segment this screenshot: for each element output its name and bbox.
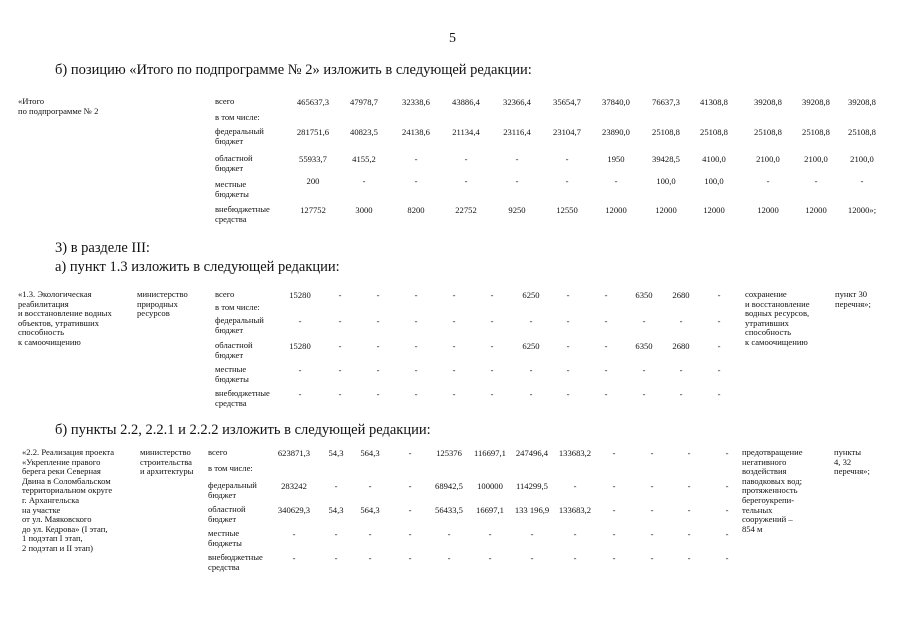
row-label: областной бюджет: [208, 504, 246, 524]
table-cell: -: [679, 316, 683, 326]
row-label: всего: [215, 96, 235, 106]
table-cell: 6250: [522, 341, 540, 351]
table-cell: 6350: [635, 290, 653, 300]
table-cell: -: [298, 389, 302, 399]
program-name: «2.2. Реализация проекта «Укрепление правого берега реки Северная Двина в Соломбальском территориальном округе г. Архангельска на участке от ул. Маяковского до ул. Кедрова» (I этап, 1 подэтап I этап, 2 подэтап и II этап): [22, 447, 115, 553]
table-cell: 23104,7: [553, 127, 581, 137]
table-cell: 15280: [289, 290, 311, 300]
section-3b-heading: б) пункты 2.2, 2.2.1 и 2.2.2 изложить в следующей редакции:: [55, 422, 431, 438]
table-cell: -: [376, 316, 380, 326]
table-cell: 12550: [556, 205, 578, 215]
table-cell: -: [604, 316, 608, 326]
row-label: федеральный бюджет: [215, 126, 264, 146]
table-cell: -: [414, 176, 418, 186]
executor: министерство строительства и архитектуры: [140, 447, 194, 477]
table-cell: -: [530, 553, 534, 563]
table-cell: -: [642, 365, 646, 375]
table-cell: 8200: [407, 205, 425, 215]
table-cell: -: [766, 176, 770, 186]
table-cell: 2680: [672, 290, 690, 300]
table-cell: -: [860, 176, 864, 186]
table-cell: 340629,3: [277, 505, 311, 515]
table-cell: -: [717, 290, 721, 300]
table-cell: 39208,8: [848, 97, 876, 107]
section-3-heading: 3) в разделе III:: [55, 240, 150, 256]
row-label: областной бюджет: [215, 340, 253, 360]
table-cell: 12000: [605, 205, 627, 215]
row-label: местные бюджеты: [208, 528, 242, 548]
table-cell: -: [368, 529, 372, 539]
table-cell: 564,3: [360, 448, 380, 458]
table-cell: -: [298, 316, 302, 326]
table-cell: 12000»;: [847, 205, 877, 215]
table-cell: -: [376, 365, 380, 375]
row-label: местные бюджеты: [215, 364, 249, 384]
table-cell: -: [408, 448, 412, 458]
table-cell: 39208,8: [754, 97, 782, 107]
table-cell: -: [292, 553, 296, 563]
table-cell: -: [452, 290, 456, 300]
table-cell: 54,3: [328, 448, 344, 458]
table-cell: 43886,4: [452, 97, 480, 107]
table-cell: -: [529, 365, 533, 375]
table-cell: -: [376, 341, 380, 351]
table-cell: 100,0: [704, 176, 724, 186]
table-cell: 1950: [607, 154, 625, 164]
table-cell: -: [566, 389, 570, 399]
table-cell: 133683,2: [558, 448, 592, 458]
table-cell: -: [362, 176, 366, 186]
table-cell: -: [338, 365, 342, 375]
table-cell: 15280: [289, 341, 311, 351]
table-cell: -: [464, 154, 468, 164]
row-label: областной бюджет: [215, 153, 253, 173]
table-cell: -: [725, 448, 729, 458]
table-cell: -: [573, 481, 577, 491]
table-cell: -: [725, 529, 729, 539]
table-cell: 116697,1: [474, 448, 506, 458]
table-cell: -: [566, 316, 570, 326]
table-cell: -: [452, 389, 456, 399]
table-cell: -: [414, 341, 418, 351]
table-cell: -: [334, 553, 338, 563]
table-cell: 35654,7: [553, 97, 581, 107]
row-label: всего: [208, 447, 228, 457]
table-cell: -: [447, 529, 451, 539]
table-cell: -: [515, 176, 519, 186]
table-cell: 623871,3: [277, 448, 311, 458]
table-cell: -: [565, 154, 569, 164]
table-cell: -: [334, 481, 338, 491]
table-cell: -: [408, 529, 412, 539]
table-cell: -: [687, 448, 691, 458]
table-cell: -: [452, 341, 456, 351]
table-cell: 23890,0: [602, 127, 630, 137]
table-cell: -: [447, 553, 451, 563]
table-cell: -: [687, 481, 691, 491]
table-cell: -: [298, 365, 302, 375]
program-name: «1.3. Экологическая реабилитация и восстановление водных объектов, утративших способность к самоочищению: [18, 289, 112, 347]
table-cell: 4100,0: [702, 154, 726, 164]
executor: министерство природных ресурсов: [137, 289, 188, 319]
table-cell: -: [490, 365, 494, 375]
table-cell: -: [717, 341, 721, 351]
table-cell: 56433,5: [435, 505, 463, 515]
table-cell: -: [452, 316, 456, 326]
table-cell: 12000: [703, 205, 725, 215]
table-cell: 25108,8: [754, 127, 782, 137]
table-cell: 12000: [805, 205, 827, 215]
table-cell: 41308,8: [700, 97, 728, 107]
table-cell: 114299,5: [516, 481, 548, 491]
table-cell: 2100,0: [850, 154, 874, 164]
table-cell: -: [650, 505, 654, 515]
table-cell: -: [529, 316, 533, 326]
table-cell: -: [679, 389, 683, 399]
section-b-heading: б) позицию «Итого по подпрограмме № 2» изложить в следующей редакции:: [55, 62, 532, 78]
table-cell: -: [414, 154, 418, 164]
table-cell: -: [725, 505, 729, 515]
section-3a-heading: а) пункт 1.3 изложить в следующей редакции:: [55, 259, 340, 275]
table-cell: -: [414, 389, 418, 399]
row-label: в том числе:: [215, 302, 260, 312]
table-cell: 32366,4: [503, 97, 531, 107]
table-cell: 32338,6: [402, 97, 430, 107]
table-cell: -: [573, 529, 577, 539]
table-cell: -: [650, 553, 654, 563]
table-cell: -: [612, 553, 616, 563]
table-cell: 25108,8: [652, 127, 680, 137]
table-cell: 21134,4: [452, 127, 480, 137]
table-cell: -: [725, 553, 729, 563]
row-label: всего: [215, 289, 235, 299]
table-cell: -: [565, 176, 569, 186]
table-cell: 76637,3: [652, 97, 680, 107]
table-cell: -: [376, 290, 380, 300]
table-cell: -: [573, 553, 577, 563]
table-cell: 6250: [522, 290, 540, 300]
table-cell: 25108,8: [802, 127, 830, 137]
table-cell: -: [452, 365, 456, 375]
table-cell: -: [408, 481, 412, 491]
result: предотвращение негативного воздействия паводковых вод; протяженность берегоукрепи- тельных сооружений – 854 м: [742, 447, 803, 534]
table-cell: 37840,0: [602, 97, 630, 107]
table-cell: -: [368, 553, 372, 563]
table-cell: -: [725, 481, 729, 491]
table-cell: 6350: [635, 341, 653, 351]
row-label: внебюджетные средства: [208, 552, 263, 572]
row-label: внебюджетные средства: [215, 204, 270, 224]
row-label: в том числе:: [208, 463, 253, 473]
table-cell: -: [338, 341, 342, 351]
table-cell: -: [612, 481, 616, 491]
table-cell: 40823,5: [350, 127, 378, 137]
table-cell: -: [414, 365, 418, 375]
table-cell: 2100,0: [804, 154, 828, 164]
table-cell: 16697,1: [476, 505, 504, 515]
table-cell: -: [368, 481, 372, 491]
table-cell: -: [604, 341, 608, 351]
table-cell: -: [334, 529, 338, 539]
table-cell: -: [490, 389, 494, 399]
table-cell: 283242: [281, 481, 307, 491]
table-cell: -: [566, 365, 570, 375]
program-name: «Итого по подпрограмме № 2: [18, 96, 99, 116]
table-cell: 133683,2: [558, 505, 592, 515]
table-cell: -: [604, 389, 608, 399]
table-cell: 47978,7: [350, 97, 378, 107]
table-cell: 25108,8: [700, 127, 728, 137]
row-label: внебюджетные средства: [215, 388, 270, 408]
table-cell: -: [464, 176, 468, 186]
table-cell: 25108,8: [848, 127, 876, 137]
table-cell: 3000: [355, 205, 373, 215]
table-cell: -: [376, 389, 380, 399]
table-cell: 564,3: [360, 505, 380, 515]
table-cell: -: [488, 529, 492, 539]
result: сохранение и восстановление водных ресурсов, утративших способность к самоочищению: [745, 289, 810, 347]
row-label: федеральный бюджет: [208, 480, 257, 500]
table-cell: -: [490, 316, 494, 326]
table-cell: -: [338, 316, 342, 326]
table-cell: 127752: [300, 205, 326, 215]
table-cell: -: [529, 389, 533, 399]
table-cell: -: [687, 529, 691, 539]
table-cell: -: [566, 341, 570, 351]
table-cell: -: [642, 389, 646, 399]
table-cell: -: [687, 505, 691, 515]
table-cell: -: [814, 176, 818, 186]
table-cell: -: [515, 154, 519, 164]
table-cell: -: [338, 389, 342, 399]
row-label: федеральный бюджет: [215, 315, 264, 335]
table-cell: -: [414, 290, 418, 300]
table-cell: -: [650, 448, 654, 458]
table-cell: 39208,8: [802, 97, 830, 107]
reference: пункты 4, 32 перечня»;: [834, 447, 870, 477]
table-cell: 125376: [436, 448, 462, 458]
table-cell: 4155,2: [352, 154, 376, 164]
table-cell: -: [612, 448, 616, 458]
table-cell: -: [717, 316, 721, 326]
table-cell: 9250: [508, 205, 526, 215]
table-cell: -: [717, 389, 721, 399]
table-cell: -: [687, 553, 691, 563]
table-cell: 12000: [757, 205, 779, 215]
table-cell: -: [490, 290, 494, 300]
table-cell: 281751,6: [296, 127, 330, 137]
table-cell: 55933,7: [299, 154, 327, 164]
table-cell: -: [292, 529, 296, 539]
table-cell: 68942,5: [435, 481, 463, 491]
table-cell: -: [642, 316, 646, 326]
table-cell: -: [650, 529, 654, 539]
table-cell: -: [717, 365, 721, 375]
table-cell: -: [530, 529, 534, 539]
table-cell: -: [488, 553, 492, 563]
table-cell: 2100,0: [756, 154, 780, 164]
table-cell: -: [490, 341, 494, 351]
table-cell: -: [338, 290, 342, 300]
table-cell: -: [604, 365, 608, 375]
table-cell: 100,0: [656, 176, 676, 186]
page-number: 5: [449, 31, 456, 46]
table-cell: -: [566, 290, 570, 300]
table-cell: -: [408, 505, 412, 515]
table-cell: 39428,5: [652, 154, 680, 164]
table-cell: 12000: [655, 205, 677, 215]
table-cell: -: [414, 316, 418, 326]
table-cell: 22752: [455, 205, 477, 215]
table-cell: -: [614, 176, 618, 186]
table-cell: -: [650, 481, 654, 491]
table-cell: 200: [306, 176, 320, 186]
table-cell: -: [408, 553, 412, 563]
table-cell: 100000: [477, 481, 503, 491]
reference: пункт 30 перечня»;: [835, 289, 871, 309]
table-cell: -: [604, 290, 608, 300]
table-cell: -: [679, 365, 683, 375]
row-label: местные бюджеты: [215, 179, 249, 199]
table-cell: -: [612, 505, 616, 515]
table-cell: 24138,6: [402, 127, 430, 137]
table-cell: 247496,4: [515, 448, 549, 458]
table-cell: 133 196,9: [514, 505, 550, 515]
table-cell: 23116,4: [503, 127, 531, 137]
table-cell: 465637,3: [296, 97, 330, 107]
row-label: в том числе:: [215, 112, 260, 122]
table-cell: 54,3: [328, 505, 344, 515]
table-cell: 2680: [672, 341, 690, 351]
table-cell: -: [612, 529, 616, 539]
